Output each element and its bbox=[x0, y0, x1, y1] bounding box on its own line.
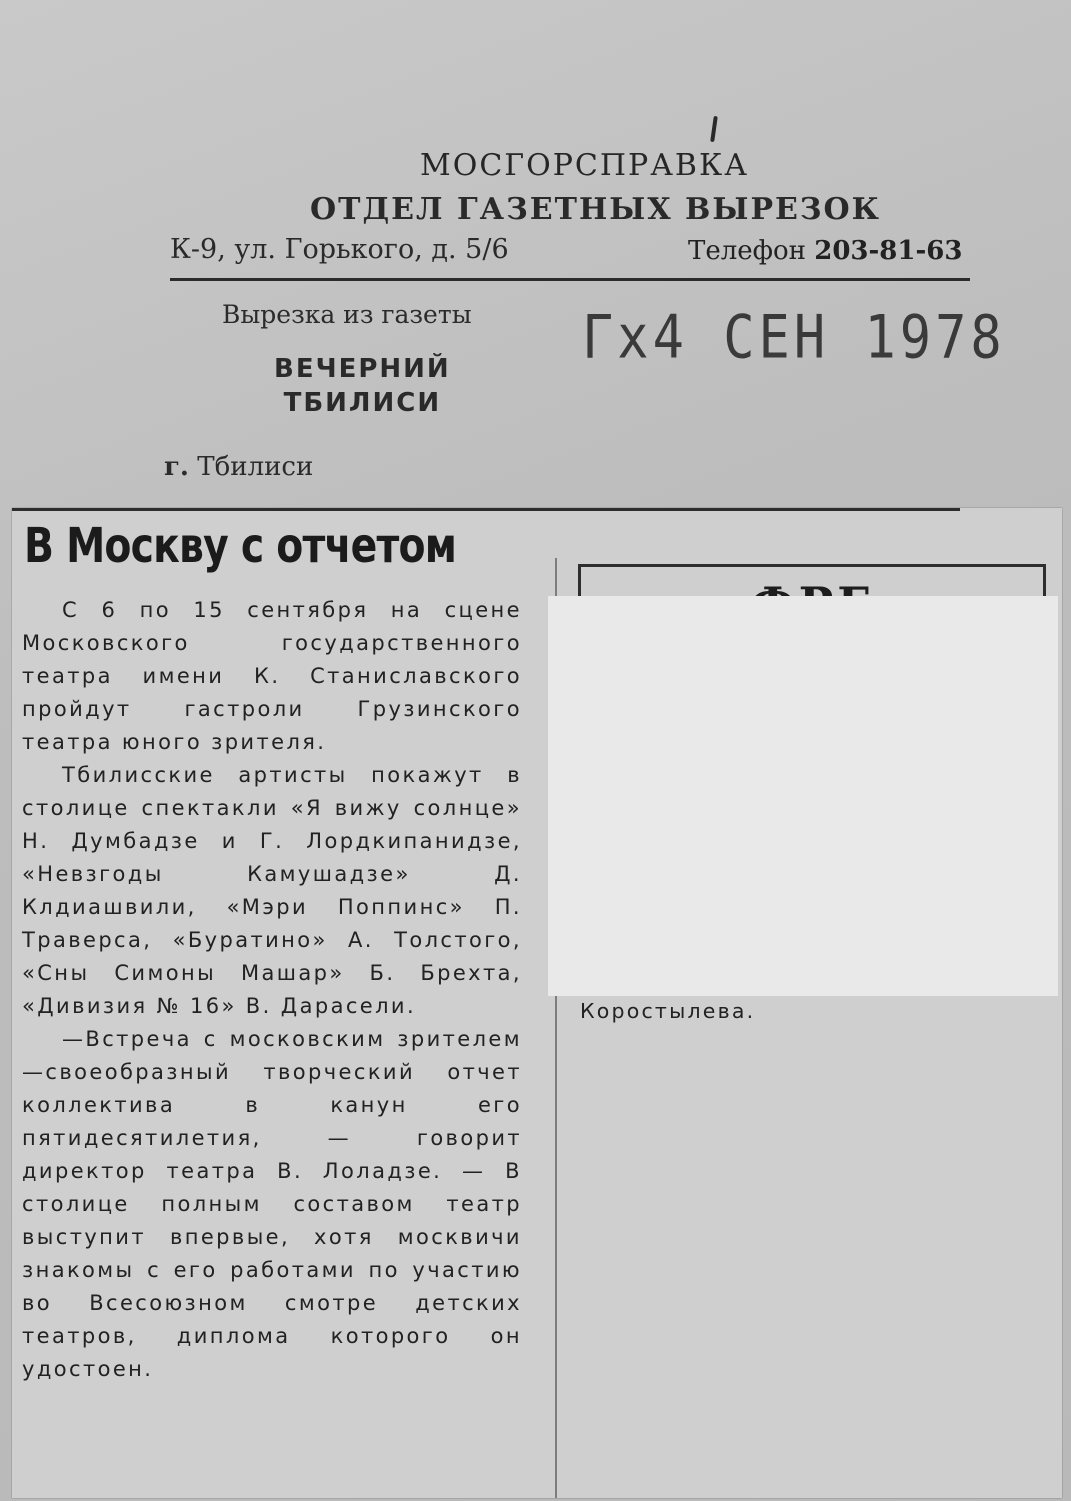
clip-source-label: Вырезка из газеты bbox=[222, 300, 472, 329]
phone-number: 203-81-63 bbox=[814, 236, 963, 266]
newspaper-city bbox=[164, 452, 313, 482]
blank-backing-area bbox=[548, 596, 1058, 996]
phone-label: Телефон bbox=[688, 236, 806, 266]
article-body bbox=[22, 594, 522, 1386]
newspaper-name-line2: ТБИЛИСИ bbox=[283, 388, 442, 418]
date-stamp: Гх4 СЕН 1978 bbox=[582, 303, 1006, 373]
note-paragraph: Коростылева. bbox=[580, 999, 756, 1023]
agency-phone bbox=[688, 236, 962, 266]
newspaper-name bbox=[274, 352, 451, 420]
article-paragraph: —Встреча с московским зрителем—своеобразный творческий отчет коллектива в канун его пятидесятилетия, — говорит директор театра В. Лоладзе. — В столице полным составом театр выступит впервые, хотя москвичи знакомы с его работами по участию во Всесоюзном смотре детских театров, диплома которого он удостоен. bbox=[22, 1027, 522, 1381]
agency-name: МОСГОРСПРАВКА bbox=[420, 148, 749, 183]
department-name: ОТДЕЛ ГАЗЕТНЫХ ВЫРЕЗОК bbox=[310, 192, 881, 227]
header-rule bbox=[170, 278, 970, 281]
agency-address: К-9, ул. Горького, д. 5/6 bbox=[170, 234, 509, 265]
clipping-top-rule bbox=[12, 508, 960, 511]
city-prefix: г. bbox=[164, 452, 189, 482]
newspaper-name-line1: ВЕЧЕРНИЙ bbox=[274, 354, 451, 384]
article-title: В Москву с отчетом bbox=[24, 518, 457, 574]
article-paragraph: С 6 по 15 сентября на сцене Московского государственного театра имени К. Станиславского пройдут гастроли Грузинского театра юного зрителя. bbox=[22, 598, 522, 754]
city-name: Тбилиси bbox=[197, 452, 314, 482]
article-paragraph: Тбилисские артисты покажут в столице спектакли «Я вижу солнце» Н. Думбадзе и Г. Лордкипанидзе, «Невзгоды Камушадзе» Д. Клдиашвили, «Мэри Поппинс» П. Траверса, «Буратино» А. Толстого, «Сны Симоны Машар» Б. Брехта, «Дивизия № 16» В. Дарасели. bbox=[22, 763, 522, 1018]
